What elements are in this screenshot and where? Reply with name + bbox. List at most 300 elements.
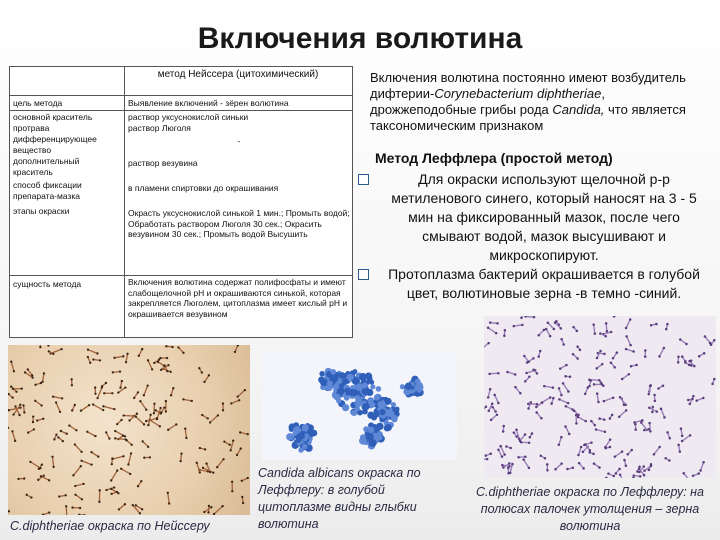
bacterium-rod <box>594 325 595 334</box>
volutin-granule <box>502 425 505 428</box>
bacterium-rod <box>118 388 125 393</box>
volutin-granule <box>153 362 155 364</box>
volutin-granule <box>143 394 145 396</box>
volutin-granule <box>529 436 532 439</box>
volutin-granule <box>489 388 492 391</box>
volutin-granule <box>613 316 616 318</box>
volutin-granule <box>485 454 488 457</box>
volutin-granule <box>604 446 607 449</box>
volutin-granule <box>488 373 491 376</box>
bacterium-rod <box>204 375 208 382</box>
volutin-granule <box>237 395 239 397</box>
bacterium-rod <box>495 395 499 403</box>
volutin-granule <box>648 393 651 396</box>
yeast-cell <box>391 415 398 422</box>
bacterium-rod <box>41 476 49 480</box>
volutin-granule <box>599 332 602 335</box>
volutin-granule <box>496 322 499 325</box>
volutin-granule <box>137 391 139 393</box>
volutin-granule <box>595 428 598 431</box>
volutin-granule <box>179 460 181 462</box>
bacterium-rod <box>604 398 613 401</box>
volutin-granule <box>491 403 494 406</box>
volutin-granule <box>60 430 62 432</box>
bacterium-rod <box>526 316 534 317</box>
yeast-cell <box>293 426 300 433</box>
volutin-granule <box>11 396 13 398</box>
volutin-granule <box>508 462 511 465</box>
volutin-granule <box>232 439 234 441</box>
volutin-granule <box>571 408 574 411</box>
volutin-granule <box>52 353 54 355</box>
volutin-granule <box>43 475 45 477</box>
bacterium-rod <box>185 429 186 438</box>
volutin-granule <box>92 403 94 405</box>
volutin-granule <box>80 409 82 411</box>
volutin-granule <box>30 496 32 498</box>
volutin-granule <box>506 371 509 374</box>
bacterium-rod <box>238 390 245 396</box>
volutin-granule <box>43 372 45 374</box>
yeast-cell <box>319 371 324 376</box>
volutin-granule <box>171 346 173 348</box>
intro-text-2: , дрожжеподобные грибы рода <box>370 86 605 117</box>
bacterium-rod <box>578 417 586 421</box>
bacterium-rod <box>81 405 89 410</box>
volutin-granule <box>577 454 580 457</box>
volutin-granule <box>71 506 73 508</box>
row-value-stages: Окрасть уксуснокислой синькой 1 мин.; Промыть водой; Обработать раствором Люголя 30 сек.; Окрасить везувином 30 сек.; Промыть водой Высушить <box>128 208 350 239</box>
bacterium-rod <box>75 445 82 452</box>
volutin-granule <box>495 332 498 335</box>
checkbox-bullet-icon <box>358 269 369 280</box>
caption-loeffler: C.diphtheriae окраска по Леффлеру: на полюсах палочек утолщения – зерна волютина <box>475 485 705 533</box>
volutin-granule <box>14 405 16 407</box>
volutin-granule <box>153 412 155 414</box>
volutin-granule <box>669 437 672 440</box>
volutin-granule <box>572 326 575 329</box>
volutin-granule <box>165 410 167 412</box>
volutin-granule <box>711 383 714 386</box>
volutin-granule <box>704 335 707 338</box>
volutin-granule <box>499 445 502 448</box>
volutin-granule <box>614 455 617 458</box>
caption-neisser: C.diphtheriae окраска по Нейссеру <box>10 519 210 533</box>
volutin-granule <box>611 414 614 417</box>
volutin-granule <box>584 393 587 396</box>
volutin-granule <box>514 373 517 376</box>
volutin-granule <box>656 410 659 413</box>
yeast-cell <box>339 372 346 379</box>
volutin-granule <box>32 415 34 417</box>
volutin-granule <box>497 449 500 452</box>
volutin-granule <box>540 454 543 457</box>
volutin-granule <box>163 364 165 366</box>
volutin-granule <box>522 458 525 461</box>
volutin-granule <box>196 462 198 464</box>
volutin-granule <box>609 417 612 420</box>
intro-species: Corynebacterium diphtheriae <box>434 86 602 101</box>
row-value-counterstain: раствор везувина <box>128 158 198 168</box>
volutin-granule <box>545 328 548 331</box>
volutin-granule <box>123 414 125 416</box>
volutin-granule <box>72 474 74 476</box>
volutin-granule <box>562 382 565 385</box>
volutin-granule <box>560 394 563 397</box>
volutin-granule <box>90 451 92 453</box>
volutin-granule <box>125 361 127 363</box>
yeast-cell <box>385 424 392 431</box>
volutin-granule <box>560 436 563 439</box>
volutin-granule <box>605 477 608 478</box>
volutin-granule <box>151 368 153 370</box>
volutin-granule <box>27 431 29 433</box>
volutin-granule <box>520 317 523 320</box>
volutin-granule <box>560 327 563 330</box>
volutin-granule <box>658 355 661 358</box>
volutin-granule <box>544 457 547 460</box>
volutin-granule <box>117 391 119 393</box>
volutin-granule <box>625 327 628 330</box>
row-label-mordant: протрава <box>13 123 50 133</box>
volutin-granule <box>532 357 535 360</box>
volutin-granule <box>643 474 646 477</box>
volutin-granule <box>693 365 696 368</box>
volutin-granule <box>609 446 612 449</box>
volutin-granule <box>15 391 17 393</box>
volutin-granule <box>51 456 53 458</box>
volutin-granule <box>596 357 599 360</box>
volutin-granule <box>167 364 169 366</box>
volutin-granule <box>597 401 600 404</box>
volutin-granule <box>572 467 575 470</box>
volutin-granule <box>145 420 147 422</box>
volutin-granule <box>621 378 624 381</box>
volutin-granule <box>71 409 73 411</box>
volutin-granule <box>74 485 76 487</box>
yeast-cell <box>368 427 375 434</box>
row-value-fixation: в пламени спиртовки до окрашивания <box>128 183 279 193</box>
volutin-granule <box>116 491 118 493</box>
bacterium-rod <box>488 389 490 397</box>
bullet-text: Протоплазма бактерий окрашивается в голубой цвет, волютиновые зерна -в темно -синий. <box>388 266 700 301</box>
volutin-granule <box>12 388 14 390</box>
yeast-cell <box>333 375 338 380</box>
method-heading: Метод Леффлера (простой метод) <box>375 150 613 166</box>
volutin-granule <box>634 423 637 426</box>
volutin-granule <box>592 323 595 326</box>
volutin-granule <box>241 496 243 498</box>
volutin-granule <box>576 345 579 348</box>
volutin-granule <box>603 400 606 403</box>
volutin-granule <box>136 413 138 415</box>
volutin-granule <box>94 393 96 395</box>
volutin-granule <box>52 396 54 398</box>
volutin-granule <box>80 451 82 453</box>
yeast-cell <box>367 411 374 418</box>
row-value-main-stain: раствор уксуснокислой синьки <box>128 112 249 122</box>
volutin-granule <box>554 321 557 324</box>
volutin-granule <box>679 338 682 341</box>
volutin-granule <box>182 398 184 400</box>
yeast-cell <box>318 376 325 383</box>
row-value-purpose: Выявление включений - зёрен волютина <box>128 98 289 108</box>
bacterium-rod <box>121 469 130 474</box>
volutin-granule <box>599 350 602 353</box>
volutin-granule <box>681 435 684 438</box>
intro-text: Включения волютина постоянно имеют возбудитель дифтерии- <box>370 70 686 101</box>
volutin-granule <box>689 434 692 437</box>
volutin-granule <box>640 421 643 424</box>
volutin-granule <box>582 451 585 454</box>
volutin-granule <box>576 357 579 360</box>
volutin-granule <box>690 359 693 362</box>
volutin-granule <box>595 367 598 370</box>
volutin-granule <box>663 416 666 419</box>
volutin-granule <box>537 355 540 358</box>
volutin-granule <box>553 328 556 331</box>
volutin-granule <box>145 409 147 411</box>
bacterium-rod <box>69 426 76 431</box>
volutin-granule <box>116 469 118 471</box>
volutin-granule <box>644 349 647 352</box>
volutin-granule <box>110 488 112 490</box>
bacterium-rod <box>661 409 665 418</box>
volutin-granule <box>112 371 114 373</box>
volutin-granule <box>222 458 224 460</box>
volutin-granule <box>40 404 42 406</box>
volutin-granule <box>610 331 613 334</box>
volutin-granule <box>212 472 214 474</box>
volutin-granule <box>598 417 601 420</box>
volutin-granule <box>42 418 44 420</box>
volutin-granule <box>612 357 615 360</box>
volutin-granule <box>8 510 10 512</box>
checkbox-bullet-icon <box>358 174 369 185</box>
volutin-granule <box>204 448 206 450</box>
volutin-granule <box>490 419 493 422</box>
volutin-granule <box>681 440 684 443</box>
yeast-cell <box>302 444 307 449</box>
volutin-granule <box>119 370 121 372</box>
bacterium-rod <box>66 506 67 515</box>
volutin-granule <box>713 339 716 342</box>
volutin-granule <box>549 335 552 338</box>
yeast-cell <box>376 386 382 392</box>
row-value-differentiator: - <box>237 136 241 146</box>
bacterium-rod <box>559 399 568 403</box>
volutin-granule <box>560 338 563 341</box>
volutin-granule <box>139 512 141 514</box>
volutin-granule <box>643 429 646 432</box>
volutin-granule <box>33 428 35 430</box>
volutin-granule <box>632 477 635 478</box>
row-value-mordant: раствор Люголя <box>128 123 191 133</box>
volutin-granule <box>201 414 203 416</box>
volutin-granule <box>501 455 504 458</box>
volutin-granule <box>589 379 592 382</box>
bacterium-rod <box>75 484 83 486</box>
volutin-granule <box>65 494 67 496</box>
volutin-granule <box>34 400 36 402</box>
volutin-granule <box>120 468 122 470</box>
bacterium-rod <box>214 506 223 514</box>
volutin-granule <box>23 477 25 479</box>
bacterium-rod <box>148 360 152 369</box>
bacterium-rod <box>119 504 125 509</box>
volutin-granule <box>205 462 207 464</box>
yeast-cell <box>359 373 367 381</box>
volutin-granule <box>247 433 249 435</box>
volutin-granule <box>543 385 546 388</box>
bacterium-rod <box>124 415 134 416</box>
bacterium-rod <box>53 397 62 399</box>
micrograph-neisser <box>8 345 250 515</box>
volutin-granule <box>8 427 9 429</box>
volutin-granule <box>199 447 201 449</box>
volutin-granule <box>565 405 568 408</box>
volutin-granule <box>159 407 161 409</box>
bacterium-rod <box>43 373 44 381</box>
volutin-granule <box>57 436 59 438</box>
volutin-granule <box>567 402 570 405</box>
volutin-granule <box>579 349 582 352</box>
volutin-granule <box>702 397 705 400</box>
table-header-empty-cell <box>10 67 125 95</box>
volutin-granule <box>648 422 651 425</box>
volutin-granule <box>217 414 219 416</box>
volutin-granule <box>593 462 596 465</box>
volutin-granule <box>601 383 604 386</box>
yeast-cell <box>405 383 412 390</box>
volutin-granule <box>149 414 151 416</box>
volutin-granule <box>222 402 224 404</box>
volutin-granule <box>92 358 94 360</box>
volutin-granule <box>147 446 149 448</box>
volutin-granule <box>528 376 531 379</box>
yeast-cell <box>359 437 367 445</box>
volutin-granule <box>143 456 145 458</box>
volutin-granule <box>485 405 488 408</box>
volutin-granule <box>519 440 522 443</box>
volutin-granule <box>692 395 695 398</box>
volutin-granule <box>231 490 233 492</box>
volutin-granule <box>513 431 516 434</box>
volutin-granule <box>564 425 567 428</box>
volutin-granule <box>607 472 610 475</box>
volutin-granule <box>619 473 622 476</box>
volutin-granule <box>147 359 149 361</box>
volutin-granule <box>677 361 680 364</box>
volutin-granule <box>222 409 224 411</box>
volutin-granule <box>40 475 42 477</box>
bacterium-rod <box>641 423 647 430</box>
volutin-granule <box>124 503 126 505</box>
volutin-granule <box>541 401 544 404</box>
volutin-granule <box>18 414 20 416</box>
bacterium-rod <box>488 328 496 333</box>
volutin-granule <box>39 346 41 348</box>
volutin-granule <box>497 402 500 405</box>
bacterium-rod <box>231 400 239 403</box>
bacterium-rod <box>140 401 146 410</box>
bacterium-rod <box>544 386 553 388</box>
volutin-granule <box>649 385 652 388</box>
volutin-granule <box>83 514 85 515</box>
volutin-granule <box>168 502 170 504</box>
volutin-granule <box>208 374 210 376</box>
volutin-granule <box>629 318 632 321</box>
volutin-granule <box>625 409 628 412</box>
volutin-granule <box>124 386 126 388</box>
volutin-granule <box>58 495 60 497</box>
volutin-granule <box>166 357 168 359</box>
volutin-granule <box>156 417 158 419</box>
volutin-granule <box>639 475 642 478</box>
volutin-granule <box>666 431 669 434</box>
volutin-granule <box>487 342 490 345</box>
volutin-granule <box>698 472 701 475</box>
volutin-granule <box>652 406 655 409</box>
row-label-stages: этапы окраски <box>13 206 70 216</box>
neisser-method-table <box>9 66 353 338</box>
volutin-granule <box>170 394 172 396</box>
volutin-granule <box>141 440 143 442</box>
volutin-granule <box>125 438 127 440</box>
volutin-granule <box>231 481 233 483</box>
volutin-granule <box>140 480 142 482</box>
volutin-granule <box>505 445 508 448</box>
volutin-granule <box>137 485 139 487</box>
bacterium-rod <box>217 459 223 467</box>
volutin-granule <box>172 387 174 389</box>
bacterium-rod <box>12 431 15 440</box>
volutin-granule <box>619 396 622 399</box>
volutin-granule <box>666 323 669 326</box>
volutin-granule <box>527 360 530 363</box>
volutin-granule <box>149 456 151 458</box>
volutin-granule <box>677 444 680 447</box>
volutin-granule <box>118 508 120 510</box>
bacterium-rod <box>154 404 155 414</box>
volutin-granule <box>651 411 654 414</box>
bacterium-rod <box>35 401 41 406</box>
volutin-granule <box>36 419 38 421</box>
volutin-granule <box>633 474 636 477</box>
volutin-granule <box>105 431 107 433</box>
volutin-granule <box>502 466 505 469</box>
bacterium-rod <box>510 464 512 473</box>
yeast-cell <box>385 398 392 405</box>
volutin-granule <box>10 386 12 388</box>
volutin-granule <box>662 384 665 387</box>
yeast-cell <box>363 403 370 410</box>
volutin-granule <box>613 475 616 478</box>
volutin-granule <box>601 363 604 366</box>
volutin-granule <box>559 367 562 370</box>
volutin-granule <box>74 404 76 406</box>
volutin-granule <box>654 400 657 403</box>
volutin-granule <box>572 353 575 356</box>
volutin-granule <box>167 429 169 431</box>
yeast-cell <box>354 399 362 407</box>
volutin-granule <box>596 392 599 395</box>
volutin-granule <box>552 386 555 389</box>
volutin-granule <box>203 511 205 513</box>
volutin-granule <box>504 329 507 332</box>
volutin-granule <box>177 346 179 348</box>
bacterium-rod <box>144 386 148 396</box>
